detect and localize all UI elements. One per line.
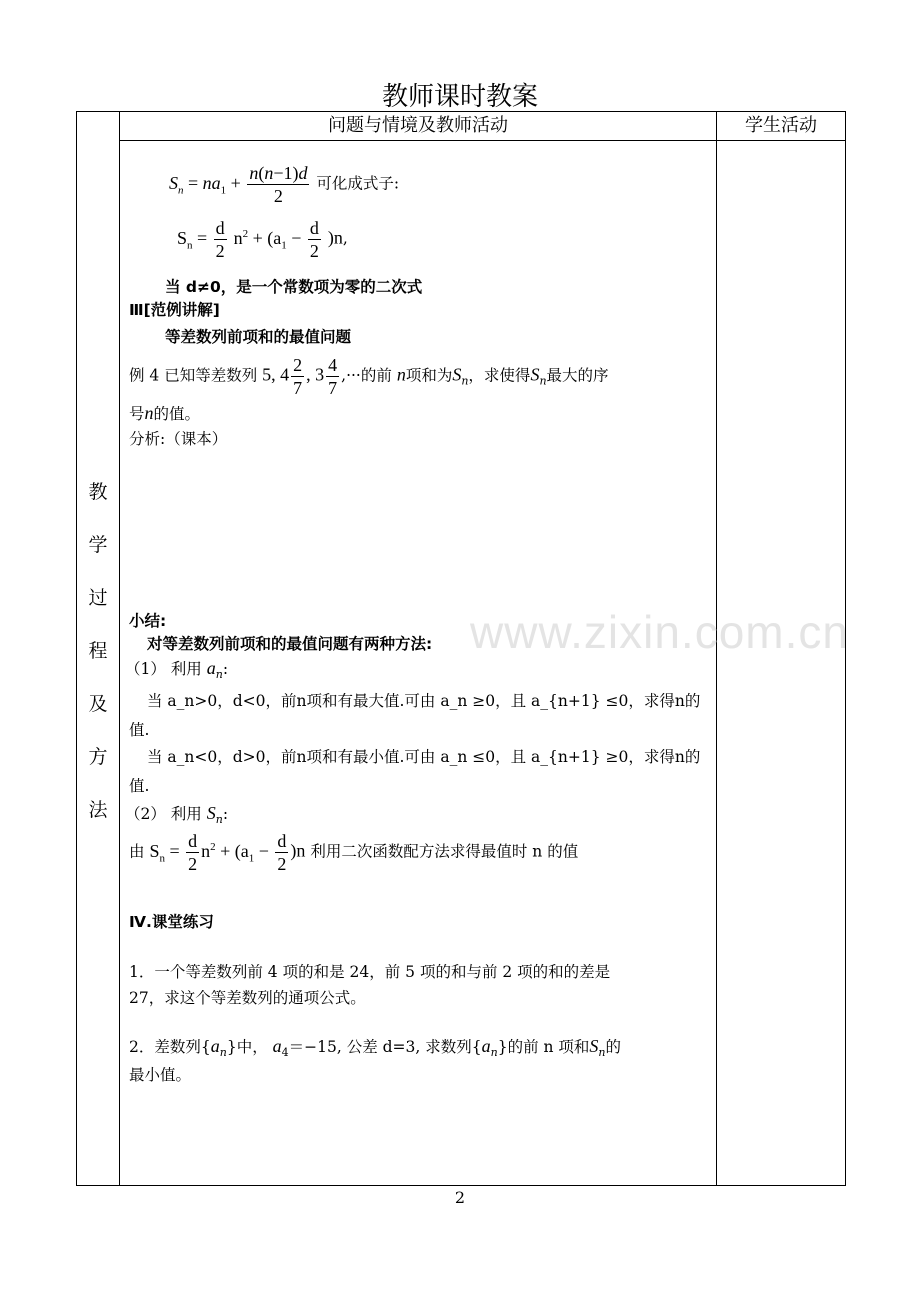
header-divider [119,140,845,141]
exercise-1-line1: 1．一个等差数列前 4 项的和是 24，前 5 项的和与前 2 项的和的差是 [129,963,611,981]
column-divider-left [119,112,120,1185]
analysis: 分析:（课本） [129,430,228,448]
section-example-heading: Ⅲ[范例讲解] [129,301,220,319]
section-example-subheading: 等差数列前项和的最值问题 [165,328,352,346]
formula-sum-tail: 可化成式子: [316,174,400,193]
formula-quadratic: $S_n$ = $\frac{d}{2}$ $n^2 + (a_1$ − $\frac{d}{2}$ )n, [177,218,348,261]
formula-sum: $S_n = na_1$ + $\frac{n(n-1)d}{2}$ 可化成式子: [169,163,400,206]
section-practice-heading: Ⅳ.课堂练习 [129,913,214,931]
method-2-formula: 由 $S_n$ = $\frac{d}{2}$ $n^2 + (a_1$ − $\frac{d}{2}$ )n 利用二次函数配方法求得最值时 n 的值 [129,831,579,874]
case-2-end: 值. [129,777,150,795]
exercise-2-c: ＝−15, 公差 d=3, 求数列{ [288,1038,482,1056]
method-2-label: （2） 利用 [125,805,202,823]
example-4-line2-a: 号 [129,405,145,423]
side-char: 法 [88,799,108,821]
example-4-text-d: 最大的序 [546,366,609,385]
page-number: 2 [454,1188,466,1207]
side-char: 及 [88,693,108,715]
header-main: 问题与情境及教师活动 [328,115,508,136]
case-1 [147,689,700,711]
exercise-2-line1: 2．差数列$\{a_n\}$中， $a_4=-15$, 公差 d=3, 求数列$\{a_n\}$的前 n 项和$S_n$的 [129,1036,622,1060]
header-student-activity: 学生活动 [745,115,817,136]
side-char: 程 [88,640,108,662]
exercise-2-line2: 最小值。 [129,1066,192,1084]
side-char: 方 [88,746,108,768]
method-2: （2） 利用 $S_n$: [125,803,229,827]
example-4-line2-b: 的值。 [153,405,201,423]
exercise-2-e: 的 [605,1038,622,1056]
exercise-1-line2: 27，求这个等差数列的通项公式。 [129,989,366,1007]
example-4-line2: 号n的值。 [129,403,201,423]
case-1-end: 值. [129,721,150,739]
example-4-text: 例 4 已知等差数列 [129,366,258,385]
side-label [77,477,119,848]
method-2-tail: 利用二次函数配方法求得最值时 n 的值 [310,842,579,861]
method-1-label: （1） 利用 [125,660,202,678]
side-char: 教 [88,481,108,503]
summary-text: 对等差数列前项和的最值问题有两种方法: [147,635,433,653]
method-1: （1） 利用 $a_n$: [125,658,229,682]
quadratic-note: 当 d≠0，是一个常数项为零的二次式 [165,278,423,296]
case-2 [147,745,700,767]
exercise-2-d: }的前 n 项和 [497,1038,590,1056]
exercise-2-b: }中， [226,1038,268,1056]
side-char: 过 [88,587,108,609]
example-4-text-b: 项和为 [405,366,453,385]
case-2-text: 当 a_n<0，d>0，前n项和有最小值.可由 a_n ≤0，且 a_{n+1} ≥0，求得n的 [147,748,701,766]
exercise-2-a: 2．差数列{ [129,1038,211,1056]
summary-heading: 小结: [129,612,167,630]
example-4-seq-tail: ,···的前 [341,366,392,385]
example-4-text-c: ，求使得 [468,366,531,385]
case-1-text: 当 a_n>0，d<0，前n项和有最大值.可由 a_n ≥0，且 a_{n+1} ≤0，求得n的 [147,692,701,710]
method-2-pre: 由 [129,842,145,861]
document-title: 教师课时教案 [381,82,538,112]
formula-quadratic-tail: , [342,229,348,248]
side-char: 学 [88,534,108,556]
watermark: www.zixin.com.cn [470,606,849,658]
example-4: 例 4 已知等差数列 5, 4 $\frac{2}{7}$ , 3 $\frac{4}{7}$ ,···的前 n项和为$S_n$，求使得$S_n$最大的序 [129,355,609,398]
